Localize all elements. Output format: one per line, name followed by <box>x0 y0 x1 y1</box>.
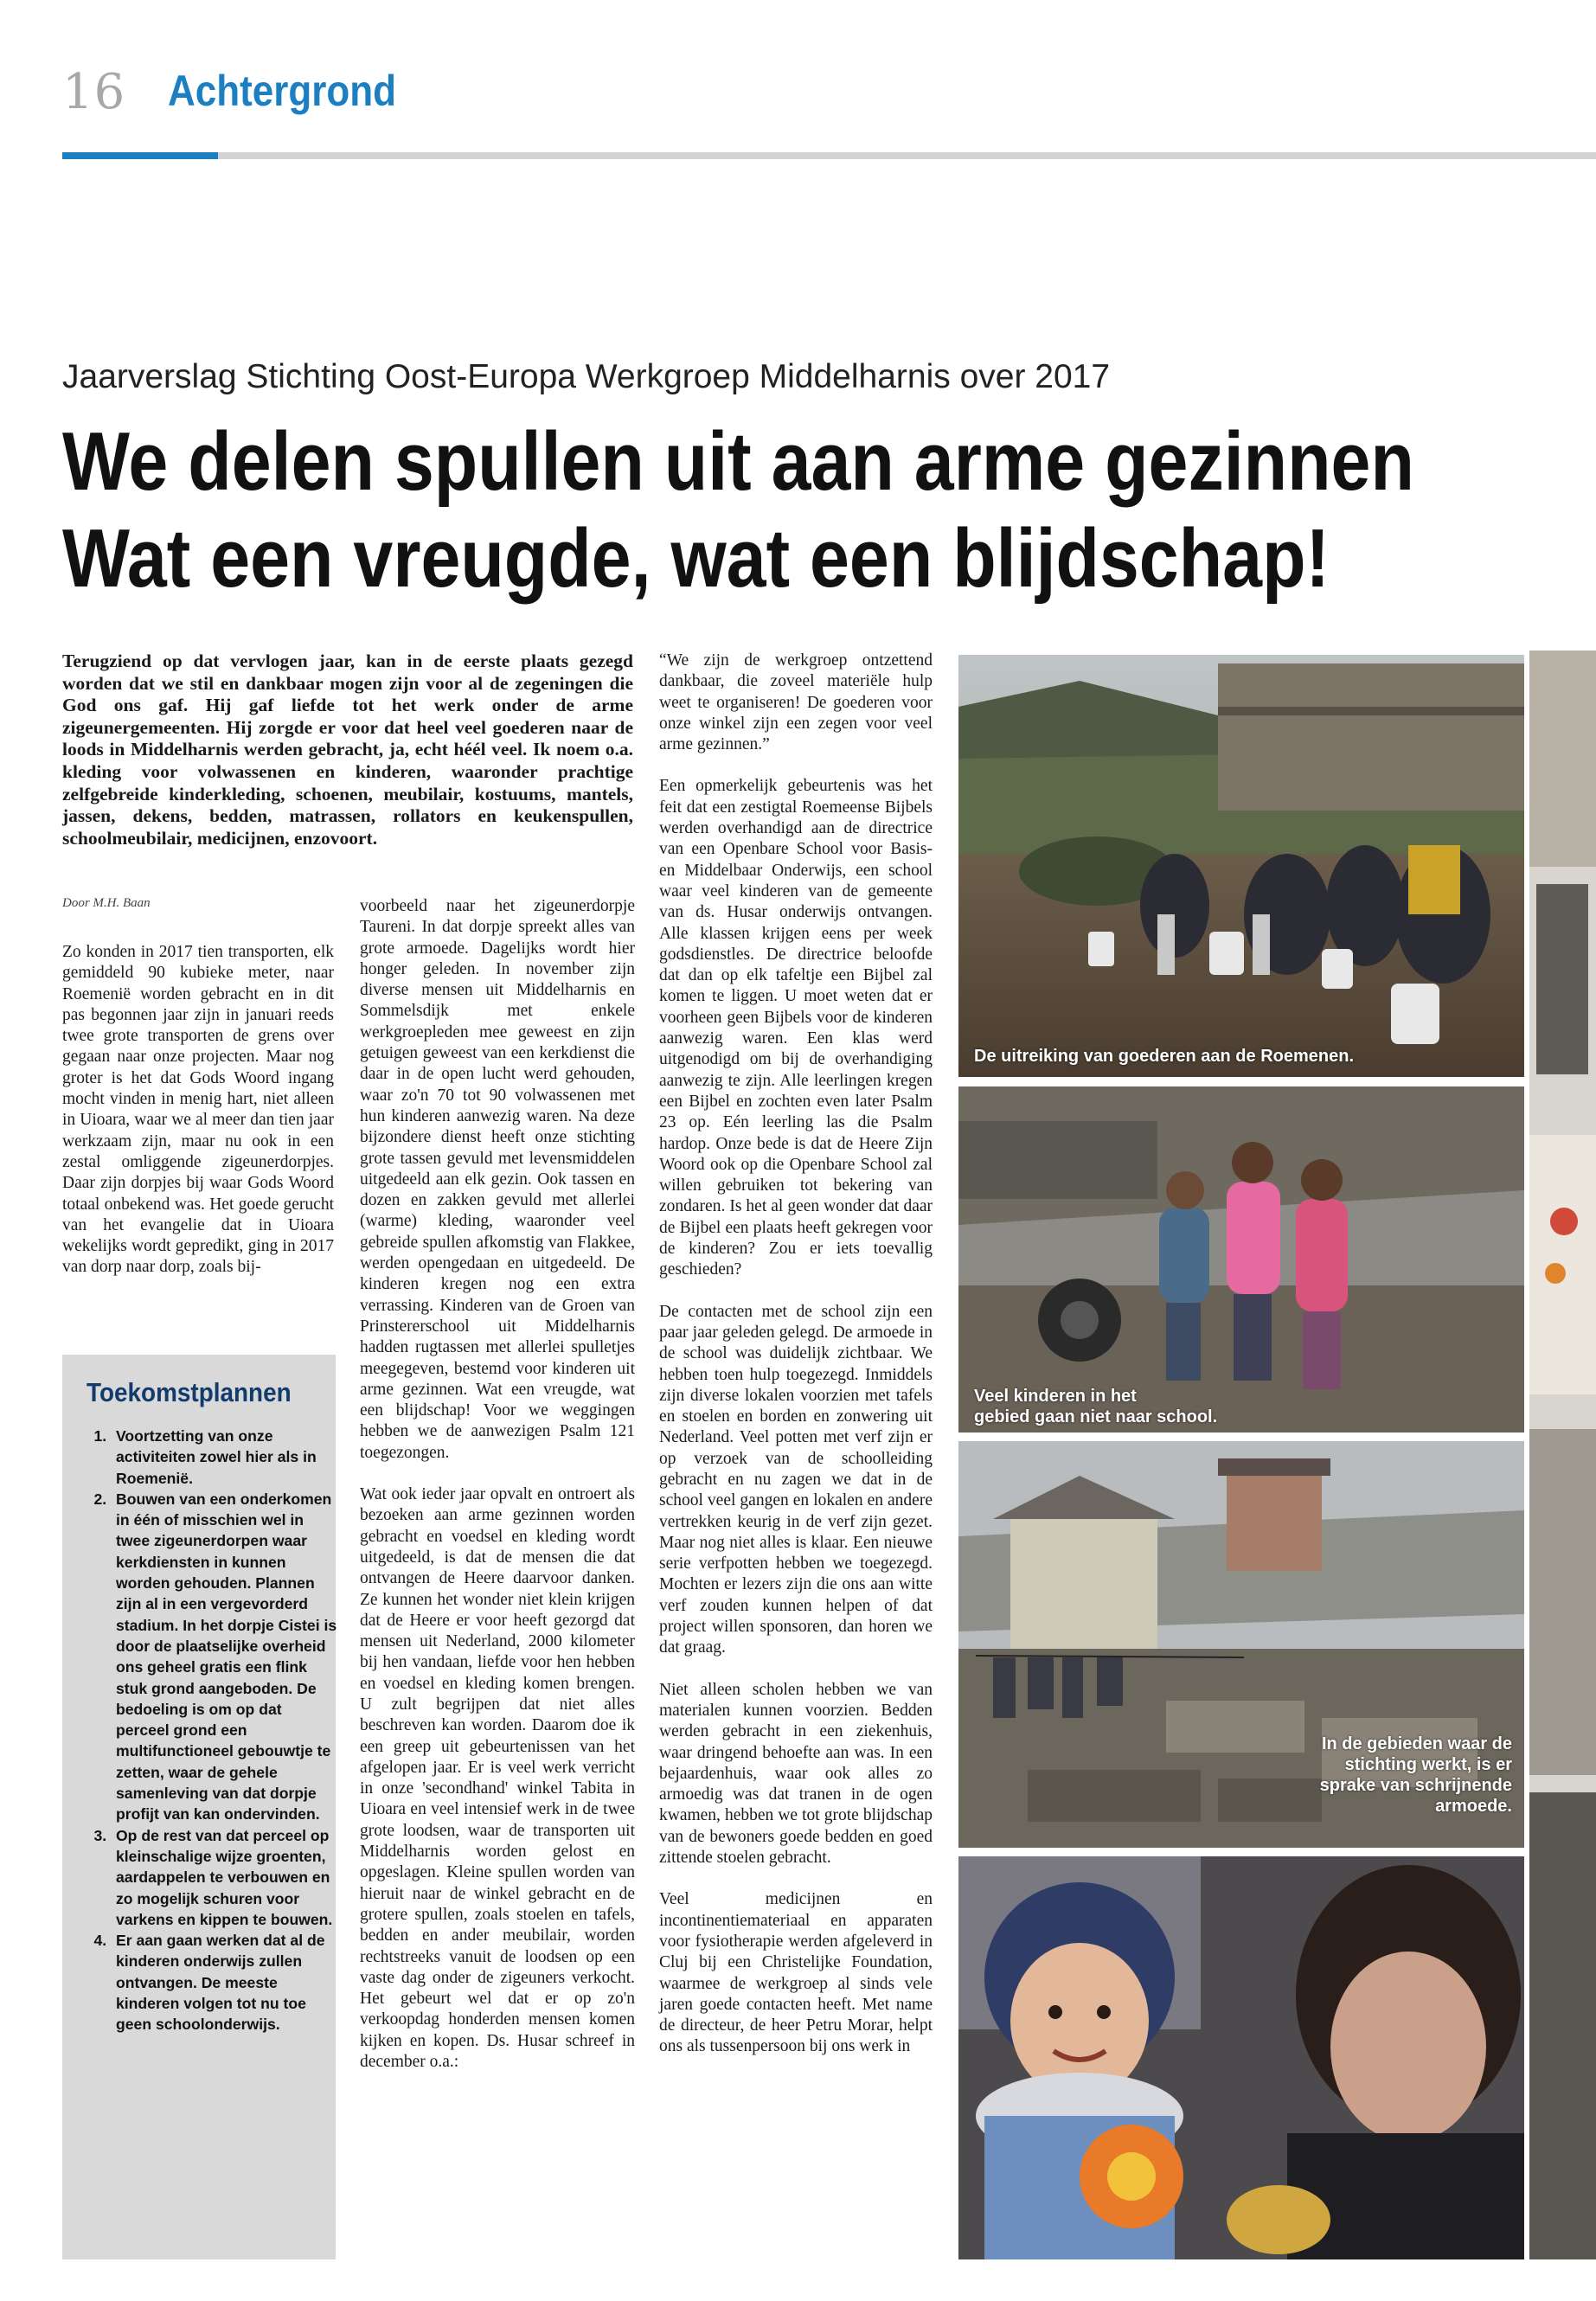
body-paragraph: Veel medicijnen en incontinentiemateriaal en apparaten voor fysiotherapie werden afgeleverd in Cluj bij een Christelijke Foundation, waarmee de werkgroep al sinds vele jaren goede contacten heeft. Met name de directeur, de heer Petru Morar, helpt ons als tussenpersoon bij ons werk in <box>659 1890 933 2056</box>
photo-girl-gift <box>958 1856 1524 2259</box>
box-list-item: 1. Voortzetting van onze activiteiten zowel hier als in Roemenië. <box>111 1426 337 1489</box>
header-rule-accent <box>62 152 218 159</box>
body-column-2 <box>360 896 635 2093</box>
photo-caption-line: gebied gaan niet naar school. <box>974 1407 1218 1426</box>
article-byline: Door M.H. Baan <box>62 896 151 910</box>
photo-children <box>958 1086 1524 1433</box>
box-list <box>87 1426 337 2035</box>
box-title: Toekomstplannen <box>87 1377 292 1407</box>
header-rule <box>62 152 1596 159</box>
box-list-item: 4. Er aan gaan werken dat al de kinderen onderwijs zullen ontvangen. De meeste kinderen volgen tot nu toe geen schoolonderwijs. <box>111 1930 337 2035</box>
adjacent-page-strip-image <box>1529 651 1596 2259</box>
body-paragraph: voorbeeld naar het zigeunerdorpje Taureni. In dat dorpje spreekt alles van grote armoede. Dagelijks wordt hier honger geleden. In november zijn diverse mensen uit Middelharnis en Sommelsdijk met enkele werkgroepleden mee geweest en zijn getuigen geweest van een kerkdienst die daar in de open lucht werd gehouden, waar zo'n 70 tot 90 volwassenen met hun kinderen aanwezig waren. Na deze bijzondere dienst heeft onze stichting grote tassen gevuld met levensmiddelen uitgedeeld aan elk gezin. Ook tassen en dozen en zakken gevuld met allerlei (warme) kleding, waaronder veel gebreide spullen afkomstig van Flakkee, werden opengedaan en uitgedeeld. De kinderen kregen nog een extra verrassing. Kinderen van de Groen van Prinstererschool uit Middelharnis hadden rugtassen met allerlei spulletjes meegegeven, bestemd voor kinderen uit arme gezinnen. Wat een vreugde, wat een blijdschap! Voor we weggingen hebben we de aanwezigen Psalm 121 toegezongen. <box>360 897 635 1462</box>
photo-distribution <box>958 655 1524 1077</box>
box-list-item: 3. Op de rest van dat perceel op kleinschalige wijze groenten, aardappelen te verbouwen en zo mogelijk schuren voor varkens en kippen te bouwen. <box>111 1825 337 1930</box>
photo-caption <box>974 1386 1217 1427</box>
page-number: 16 <box>62 64 126 120</box>
headline-line-1: We delen spullen uit aan arme gezinnen <box>62 415 1414 508</box>
body-paragraph: “We zijn de werkgroep ontzettend dankbaar, die zoveel materiële hulp weet te organiseren! De goederen voor onze winkel zijn een zegen voor veel arme gezinnen.” <box>659 651 933 754</box>
photo-girl-gift-image <box>958 1856 1524 2259</box>
headline-line-2: Wat een vreugde, wat een blijdschap! <box>62 512 1330 605</box>
photo-caption: De uitreiking van goederen aan de Roemenen. <box>974 1047 1355 1066</box>
body-column-1 <box>62 942 334 1299</box>
article-headline <box>62 413 1414 607</box>
photo-caption-line: stichting werkt, is er <box>1344 1755 1512 1774</box>
photo-caption <box>1320 1734 1512 1817</box>
article-kicker: Jaarverslag Stichting Oost-Europa Werkgroep Middelharnis over 2017 <box>62 358 1111 395</box>
photo-caption-line: sprake van schrijnende <box>1319 1776 1512 1795</box>
article-lead: Terugziend op dat vervlogen jaar, kan in de eerste plaats gezegd worden dat we stil en dankbaar mogen zijn voor al de zegeningen die God ons gaf. Hij gaf liefde tot het werk onder de arme zigeunergemeenten. Hij zorgde er voor dat heel veel goederen naar de loods in Middelharnis werden gebracht, ja, echt héél veel. Ik noem o.a. kleding voor volwassenen en kinderen, waaronder prachtige zelfgebreide kinderkleding, schoenen, meubilair, kostuums, mantels, jassen, dekens, bedden, matrassen, rollators en keukenspullen, schoolmeubilair, medicijnen, enzovoort. <box>62 651 633 849</box>
photo-distribution-image <box>958 655 1524 1077</box>
body-paragraph: Een opmerkelijk gebeurtenis was het feit dat een zestigtal Roemeense Bijbels werden overhandigd aan de directrice van een Openbare School voor Basis- en Middelbaar Onderwijs, een school waar veel kinderen van de gemeente van ds. Husar onderwijs ontvangen. Alle klassen krijgen eens per week godsdienstles. De directrice beloofde dat dan op elk tafeltje een Bijbel zal komen te liggen. U moet weten dat er voorheen geen Bijbels voor de kinderen aanwezig waren. Een klas werd uitgenodigd om bij de overhandiging aanwezig te zijn. Alle leerlingen kregen een Bijbel en zochten even later Psalm 23 op. Eén leerling las die Psalm hardop. Onze bede is dat de Heere Zijn Woord ook op die Openbare School zal willen gebruiken tot bekering van zondaren. Is het al geen wonder dat daar de Bijbel een plaats heeft gekregen voor de kinderen? Zou er iets toevallig geschieden? <box>659 777 933 1279</box>
photo-children-image <box>958 1086 1524 1433</box>
body-paragraph: De contacten met de school zijn een paar jaar geleden gelegd. De armoede in de school was duidelijk zichtbaar. We hebben toen hulp toegezegd. Inmiddels zijn diverse lokalen voorzien met tafels en stoelen en borden en zonwering uit Nederland. Veel potten met verf zijn er op verzoek van de schoolleiding gebracht en nu zagen we dat in de school veel gangen en lokalen en andere vertrekken keurig in de verf zijn gezet. Maar nog niet alles is klaar. Een nieuwe serie verfpotten hebben we toegezegd. Mochten er lezers zijn die ons aan witte verf zouden kunnen helpen of dat project willen sponsoren, dan horen we dat graag. <box>659 1302 933 1657</box>
future-plans-box <box>62 1355 336 2259</box>
photo-caption-line: Veel kinderen in het <box>974 1387 1137 1406</box>
section-title: Achtergrond <box>168 67 396 115</box>
body-paragraph: Niet alleen scholen hebben we van materialen kunnen voorzien. Bedden werden gebracht in een ziekenhuis, waar dringend behoefte aan was. In een bejaardenhuis, waar ook alles zo armoedig was dat tranen in de ogen kwamen, hebben we tot grote blijdschap van de bewoners goede bedden en goed zittende stoelen gebracht. <box>659 1680 933 1868</box>
photo-poverty <box>958 1441 1524 1848</box>
body-column-3 <box>659 651 933 2079</box>
body-paragraph: Zo konden in 2017 tien transporten, elk gemiddeld 90 kubieke meter, naar Roemenië worden gebracht en in dit pas begonnen jaar zijn in januari reeds twee grote transporten de grens over gegaan naar onze projecten. Maar nog groter is het dat Gods Woord ingang mocht vinden in menig hart, niet alleen in Uioara, waar we al meer dan tien jaar werkzaam zijn, maar nu ook in een zestal omliggende zigeunerdorpjes. Daar zijn dorpjes bij waar Gods Woord totaal onbekend was. Het goede gerucht van het evangelie dat in Uioara wekelijks wordt gepredikt, ging in 2017 van dorp naar dorp, zoals bij- <box>62 943 334 1277</box>
photo-caption-line: armoede. <box>1435 1797 1512 1816</box>
photo-caption-line: In de gebieden waar de <box>1321 1734 1512 1753</box>
adjacent-page-strip <box>1529 651 1596 2259</box>
box-list-item: 2. Bouwen van een onderkomen in één of misschien wel in twee zigeunerdorpen waar kerkdiensten in kunnen worden gehouden. Plannen zijn al in een vergevorderd stadium. In het dorpje Cistei is door de plaatselijke overheid ons geheel gratis een flink stuk grond aangeboden. De bedoeling is om op dat perceel grond een multifunctioneel gebouwtje te zetten, waar de gehele samenleving van dat dorpje profijt van kan ondervinden. <box>111 1489 337 1825</box>
body-paragraph: Wat ook ieder jaar opvalt en ontroert als bezoeken aan arme gezinnen worden gebracht en voedsel en kleding wordt uitgedeeld, is dat de mensen die dat ontvangen de Heere daarvoor danken. Ze kunnen het wonder niet klein krijgen dat de Heere er voor heeft gezorgd dat mensen uit Nederland, 2000 kilometer bij hen vandaan, liefde voor hen hebben en voedsel en kleding komen brengen. U zult begrijpen dat niet alles beschreven kan worden. Daarom doe ik een greep uit gebeurtenissen van het afgelopen jaar. Er is veel werk verricht in onze 'secondhand' winkel Tabita in Uioara en veel intensief werk in de twee grote loodsen, waar de transporten uit Middelharnis worden gelost en opgeslagen. Kleine spullen worden van hieruit naar de winkel gebracht en de grotere spullen, zoals stoelen en tafels, bedden en ander meubilair, worden rechtstreeks vanuit de loodsen op een vaste dag onder de zigeuners verkocht. Het gebeurt wel dat er op zo'n verkoopdag honderden mensen komen kijken en kopen. Ds. Husar schreef in december o.a.: <box>360 1485 635 2072</box>
